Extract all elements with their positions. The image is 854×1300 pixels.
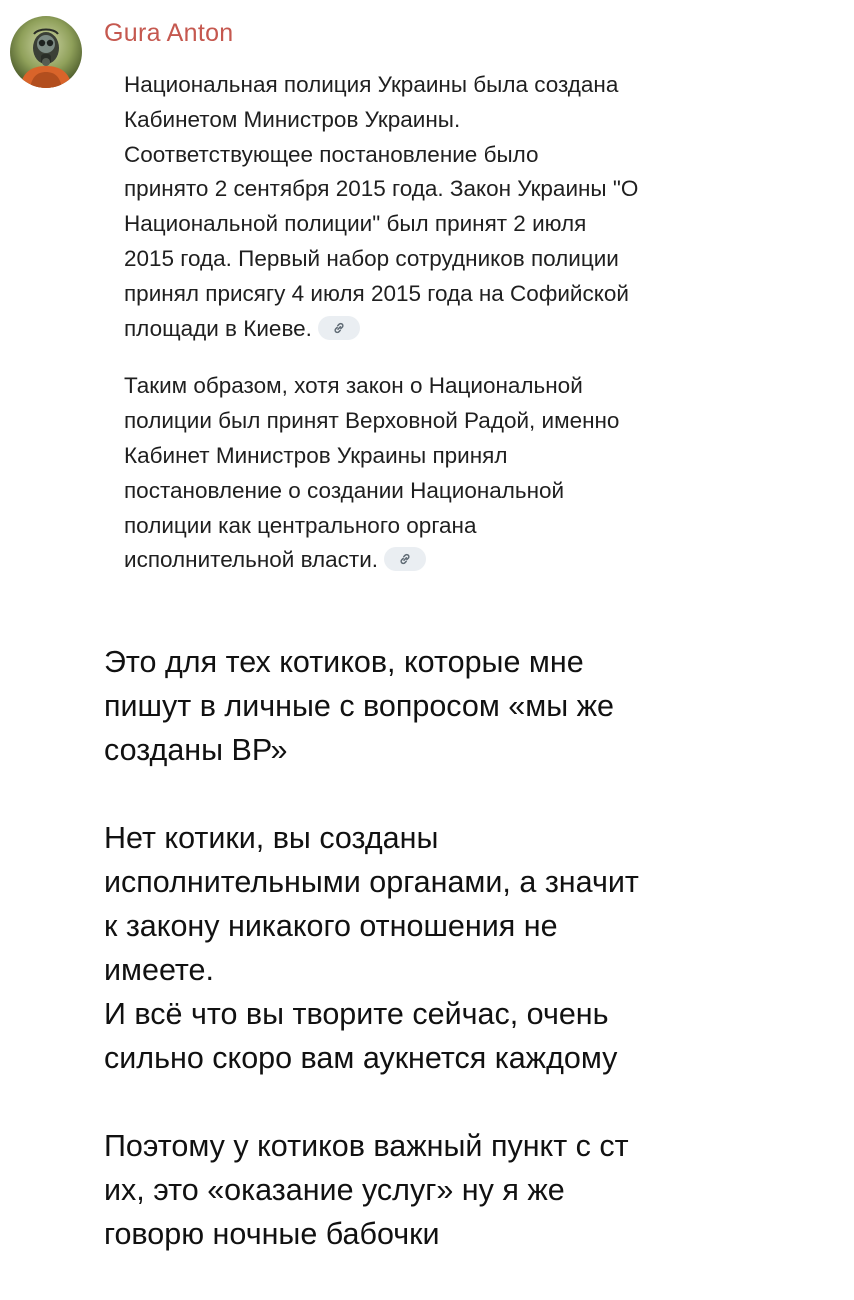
message-paragraph	[104, 816, 764, 1080]
message-line: И всё что вы творите сейчас, очень	[104, 997, 609, 1031]
link-icon	[332, 321, 346, 335]
gas-mask-avatar-icon	[10, 16, 82, 88]
quoted-text-block	[124, 68, 724, 601]
quote-line: постановление о создании Национальной	[124, 477, 565, 503]
message-line: говорю ночные бабочки	[104, 1217, 440, 1251]
message-body	[104, 640, 764, 1300]
message-line: их, это «оказание услуг» ну я же	[104, 1173, 565, 1207]
quote-paragraph	[124, 68, 724, 346]
message-line: сильно скоро вам аукнется каждому	[104, 1041, 618, 1075]
source-link-button[interactable]	[384, 547, 426, 571]
link-icon	[398, 552, 412, 566]
quote-line: Национальная полиция Украины была создана	[124, 72, 619, 97]
quote-line: Кабинет Министров Украины принял	[124, 442, 508, 468]
message-line: пишут в личные с вопросом «мы же	[104, 689, 614, 723]
quote-line: полиции был принят Верховной Радой, именно	[124, 408, 620, 434]
message-line: имеете.	[104, 953, 214, 987]
quote-line: 2015 года. Первый набор сотрудников полиции	[124, 245, 619, 271]
quote-line: Национальной полиции" был принят 2 июля	[124, 211, 587, 237]
quote-line: принято 2 сентября 2015 года. Закон Украины "О	[124, 176, 639, 202]
message-line: созданы ВР»	[104, 733, 288, 767]
quote-line: исполнительной власти.	[124, 547, 379, 573]
message-paragraph	[104, 1124, 764, 1256]
message-paragraph	[104, 640, 764, 772]
quote-line: полиции как центрального органа	[124, 512, 477, 538]
quote-line: площади в Киеве.	[124, 315, 312, 341]
message-line: Поэтому у котиков важный пункт с ст	[104, 1129, 629, 1163]
message-line: Нет котики, вы созданы	[104, 821, 439, 855]
message-line: Это для тех котиков, которые мне	[104, 645, 584, 679]
message-line: исполнительными органами, а значит	[104, 865, 639, 899]
quote-line: Кабинетом Министров Украины.	[124, 106, 461, 132]
quote-line: принял присягу 4 июля 2015 года на Софийской	[124, 280, 629, 306]
message-line: к закону никакого отношения не	[104, 909, 558, 943]
sender-name[interactable]: Gura Anton	[104, 19, 234, 47]
source-link-button[interactable]	[318, 316, 360, 340]
quote-line: Таким образом, хотя закон о Национальной	[124, 373, 583, 399]
avatar[interactable]	[10, 16, 82, 88]
quote-paragraph	[124, 369, 724, 578]
quote-line: Соответствующее постановление было	[124, 141, 539, 167]
